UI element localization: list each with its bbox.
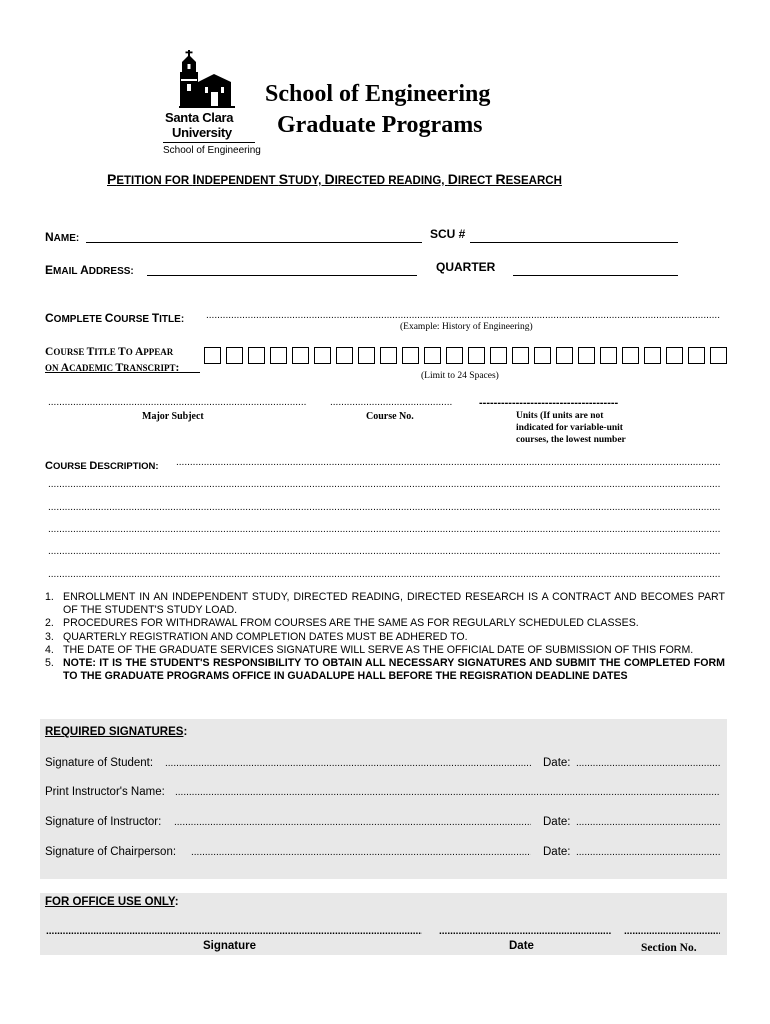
transcript-character-box[interactable] (600, 347, 617, 364)
form-title (107, 171, 562, 189)
transcript-character-box[interactable] (424, 347, 441, 364)
transcript-label-part: : (175, 362, 180, 374)
chairperson-signature-label: Signature of Chairperson: (45, 846, 177, 858)
office-date-label: Date (509, 940, 534, 952)
transcript-character-box[interactable] (468, 347, 485, 364)
note-text: NOTE: IT IS THE STUDENT'S RESPONSIBILITY TO OBTAIN ALL NECESSARY SIGNATURES AND SUBMIT THE COMPLETED FORM TO THE GRADUATE PROGRAMS OFFICE IN GUADALUPE HALL BEFORE THE REGISRATION DEADLINE DATES (63, 657, 725, 683)
transcript-label-part: A (60, 362, 70, 374)
form-title-part: D (324, 171, 335, 187)
note-text: PROCEDURES FOR WITHDRAWAL FROM COURSES ARE THE SAME AS FOR REGULARLY SCHEDULED CLASSES. (63, 617, 639, 630)
required-signatures-heading (45, 726, 187, 738)
name-label-part: N (45, 230, 54, 244)
course-title-field[interactable] (206, 310, 720, 322)
note-item (45, 617, 725, 630)
page-title-line2: Graduate Programs (277, 112, 483, 138)
units-label-line2: indicated for variable-unit (516, 423, 623, 433)
email-label-part: MAIL (53, 266, 81, 277)
transcript-character-box[interactable] (710, 347, 727, 364)
note-text: THE DATE OF THE GRADUATE SERVICES SIGNATURE WILL SERVE AS THE OFFICIAL DATE OF SUBMISSION OF THIS FORM. (63, 643, 694, 656)
transcript-character-box[interactable] (622, 347, 639, 364)
transcript-character-box[interactable] (666, 347, 683, 364)
email-field[interactable] (147, 261, 417, 276)
form-title-part: IRECTED READING, (334, 175, 448, 187)
chairperson-date-field[interactable] (576, 847, 720, 859)
transcript-character-box[interactable] (292, 347, 309, 364)
logo-divider (163, 142, 255, 143)
transcript-label-part: OURSE (53, 347, 87, 357)
course-no-label: Course No. (366, 411, 414, 422)
form-title-part: NDEPENDENT (196, 175, 279, 187)
transcript-label-part: O (125, 347, 135, 357)
form-title-part: D (447, 171, 458, 187)
logo-name-line2: University (172, 125, 232, 140)
transcript-character-box[interactable] (490, 347, 507, 364)
office-section-label: Section No. (641, 942, 697, 954)
course-description-label-part: ESCRIPTION: (97, 461, 159, 472)
transcript-character-box[interactable] (512, 347, 529, 364)
transcript-character-box[interactable] (204, 347, 221, 364)
units-field[interactable]: -------------------------------------- (479, 397, 619, 409)
course-description-line[interactable] (48, 479, 720, 491)
quarter-label: QUARTER (436, 260, 496, 274)
transcript-character-box[interactable] (270, 347, 287, 364)
course-title-example: (Example: History of Engineering) (400, 322, 533, 332)
name-label-part: AME: (53, 233, 80, 244)
logo-subtitle: School of Engineering (163, 145, 261, 156)
form-title-part: R (495, 171, 506, 187)
transcript-character-box[interactable] (644, 347, 661, 364)
form-title-part: ETITION FOR (116, 175, 193, 187)
transcript-label-part: ITLE (94, 347, 119, 357)
student-signature-label: Signature of Student: (45, 757, 154, 769)
note-text: QUARTERLY REGISTRATION AND COMPLETION DATES MUST BE ADHERED TO. (63, 630, 468, 643)
university-logo (163, 46, 263, 162)
office-section-field[interactable] (624, 926, 720, 938)
note-text: ENROLLMENT IN AN INDEPENDENT STUDY, DIRECTED READING, DIRECTED RESEARCH IS A CONTRACT AND BECOMES PART OF THE STUDENT'S STUDY LOAD. (63, 591, 725, 617)
required-signatures-heading-colon: : (183, 726, 188, 738)
name-field[interactable] (86, 228, 422, 243)
form-title-part: ESEARCH (505, 175, 562, 187)
course-title-label (45, 309, 184, 327)
form-title-part: P (107, 171, 117, 187)
instructor-signature-label: Signature of Instructor: (45, 816, 162, 828)
chairperson-date-label: Date: (543, 846, 571, 858)
instructor-date-label: Date: (543, 816, 571, 828)
course-title-label-part: ITLE: (159, 314, 185, 325)
required-signatures-heading-text: REQUIRED SIGNATURES (45, 726, 184, 738)
transcript-character-box[interactable] (314, 347, 331, 364)
course-no-field[interactable] (330, 397, 452, 409)
course-description-line[interactable] (48, 524, 720, 536)
course-description-label-part: OURSE (52, 461, 90, 472)
course-title-label-part: C (45, 311, 54, 325)
transcript-character-box[interactable] (380, 347, 397, 364)
transcript-character-box[interactable] (248, 347, 265, 364)
scu-label: SCU # (430, 227, 466, 241)
student-date-label: Date: (543, 757, 571, 769)
course-description-line[interactable] (176, 457, 720, 469)
transcript-limit-note: (Limit to 24 Spaces) (421, 371, 499, 381)
transcript-character-box[interactable] (358, 347, 375, 364)
transcript-character-boxes[interactable] (204, 347, 732, 364)
form-title-part: I (192, 171, 197, 187)
transcript-label-part: RANSCRIPT (122, 363, 176, 373)
transcript-character-box[interactable] (688, 347, 705, 364)
scu-number-field[interactable] (470, 228, 678, 243)
mission-church-icon (179, 46, 259, 108)
email-label-part: E (45, 263, 54, 277)
course-title-label-part: OMPLETE (53, 314, 105, 325)
transcript-label-part: A (134, 346, 144, 358)
transcript-character-box[interactable] (556, 347, 573, 364)
instructor-signature-field[interactable] (174, 817, 531, 829)
chairperson-signature-field[interactable] (191, 847, 531, 859)
email-label-part: A (80, 263, 89, 277)
office-signature-field[interactable] (46, 926, 422, 938)
course-title-label-part: T (151, 311, 160, 325)
major-subject-label: Major Subject (142, 411, 204, 422)
major-subject-field[interactable] (48, 397, 306, 409)
transcript-label-part: ON (45, 363, 61, 373)
course-description-label-part: C (45, 460, 53, 472)
transcript-character-box[interactable] (336, 347, 353, 364)
email-label (45, 261, 134, 279)
office-signature-label: Signature (203, 940, 257, 952)
transcript-character-box[interactable] (446, 347, 463, 364)
note-number: 3. (45, 630, 54, 643)
name-label (45, 228, 79, 246)
course-description-label-part: D (89, 460, 98, 472)
email-label-part: DDRESS: (88, 266, 134, 277)
instructor-date-field[interactable] (576, 817, 720, 829)
logo-name-line1: Santa Clara (165, 110, 234, 125)
note-item (45, 657, 725, 683)
transcript-underline (45, 372, 200, 373)
page-title-line1: School of Engineering (265, 81, 491, 107)
student-signature-field[interactable] (165, 758, 531, 770)
form-title-part: IRECT (457, 175, 496, 187)
course-description-line[interactable] (48, 546, 720, 558)
transcript-character-box[interactable] (402, 347, 419, 364)
note-item (45, 631, 725, 644)
transcript-label-part: T (115, 362, 123, 374)
course-title-label-part: OURSE (113, 314, 152, 325)
transcript-label-line2 (45, 358, 179, 376)
transcript-character-box[interactable] (226, 347, 243, 364)
instructor-name-field[interactable] (175, 787, 720, 799)
student-date-field[interactable] (576, 758, 720, 770)
course-title-label-part: C (104, 311, 114, 325)
transcript-label-part: C (45, 346, 54, 358)
note-number: 1. (45, 591, 54, 603)
transcript-label-part: PPEAR (143, 347, 174, 357)
note-item (45, 644, 725, 657)
form-title-part: TUDY, (288, 175, 325, 187)
units-label-line1: Units (If units are not (516, 411, 604, 421)
transcript-character-box[interactable] (534, 347, 551, 364)
office-date-field[interactable] (439, 926, 611, 938)
note-item (45, 591, 725, 617)
units-label-line3: courses, the lowest number (516, 435, 626, 445)
course-description-label (45, 456, 159, 474)
course-description-line[interactable] (48, 502, 720, 514)
note-number: 4. (45, 643, 54, 656)
notes-list (45, 591, 725, 683)
office-use-heading (45, 896, 179, 908)
transcript-label-part: CADEMIC (69, 363, 116, 373)
quarter-field[interactable] (513, 261, 678, 276)
office-use-heading-colon: : (174, 896, 179, 908)
form-title-part: S (278, 171, 289, 187)
office-use-heading-text: FOR OFFICE USE ONLY (45, 896, 175, 908)
note-number: 5. (45, 657, 54, 670)
note-number: 2. (45, 617, 54, 630)
course-description-line[interactable] (48, 569, 720, 581)
transcript-character-box[interactable] (578, 347, 595, 364)
transcript-label-part: T (118, 346, 126, 358)
instructor-name-label: Print Instructor's Name: (45, 786, 165, 798)
transcript-label-part: T (86, 346, 95, 358)
